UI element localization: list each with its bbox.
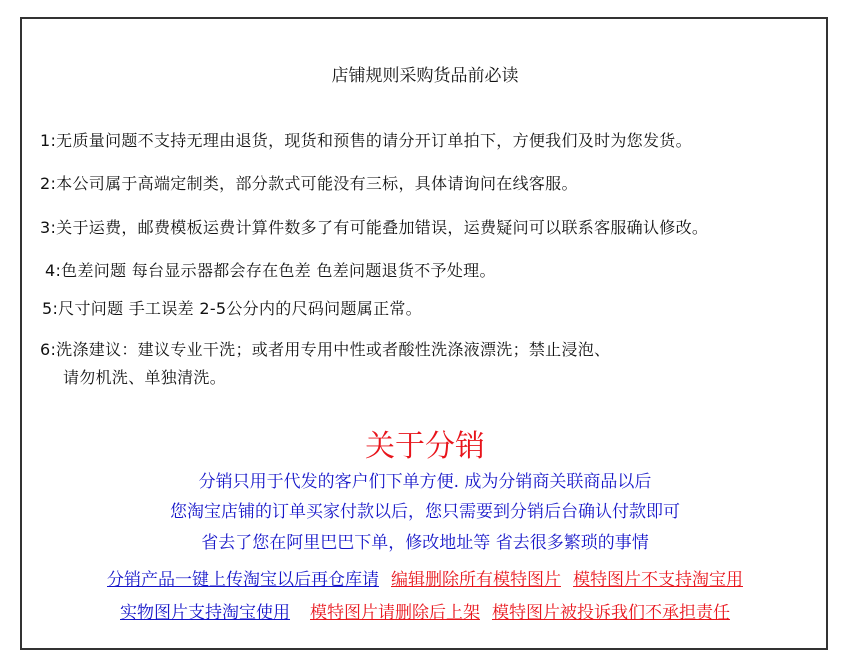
rule-6-continued: 请勿机洗、单独清洗。 <box>63 368 227 387</box>
distribution-line-1: 分销只用于代发的客户们下单方便. 成为分销商关联商品以后 <box>198 472 652 492</box>
rule-6: 6:洗涤建议：建议专业干洗；或者用专用中性或者酸性洗涤液漂洗；禁止浸泡、 <box>40 340 611 359</box>
distribution-title: 关于分销 <box>365 429 485 464</box>
rule-1: 1:无质量问题不支持无理由退货，现货和预售的请分开订单拍下，方便我们及时为您发货。 <box>40 131 692 150</box>
distribution-link-row-2 <box>0 598 850 623</box>
rule-4: 4:色差问题 每台显示器都会存在色差 色差问题退货不予处理。 <box>45 261 496 280</box>
rule-5: 5:尺寸问题 手工误差 2-5公分内的尺码问题属正常。 <box>42 299 422 318</box>
link-no-liability-complaints[interactable]: 模特图片被投诉我们不承担责任 <box>492 603 730 623</box>
link-delete-before-listing[interactable]: 模特图片请删除后上架 <box>310 603 480 623</box>
distribution-line-3: 省去了您在阿里巴巴下单，修改地址等 省去很多繁琐的事情 <box>201 533 649 553</box>
rule-2: 2:本公司属于高端定制类，部分款式可能没有三标，具体请询问在线客服。 <box>40 174 578 193</box>
notice-title: 店铺规则采购货品前必读 <box>331 66 519 86</box>
notice-frame <box>20 17 828 650</box>
link-delete-model-images[interactable]: 编辑删除所有模特图片 <box>391 570 561 590</box>
distribution-link-row-1 <box>0 565 850 590</box>
link-model-images-unsupported[interactable]: 模特图片不支持淘宝用 <box>573 570 743 590</box>
distribution-line-2: 您淘宝店铺的订单买家付款以后，您只需要到分销后台确认付款即可 <box>170 502 680 522</box>
link-real-photos-supported[interactable]: 实物图片支持淘宝使用 <box>120 603 290 623</box>
link-upload-taobao[interactable]: 分销产品一键上传淘宝以后再仓库请 <box>107 570 379 590</box>
rule-3: 3:关于运费，邮费模板运费计算件数多了有可能叠加错误，运费疑问可以联系客服确认修改。 <box>40 218 709 237</box>
